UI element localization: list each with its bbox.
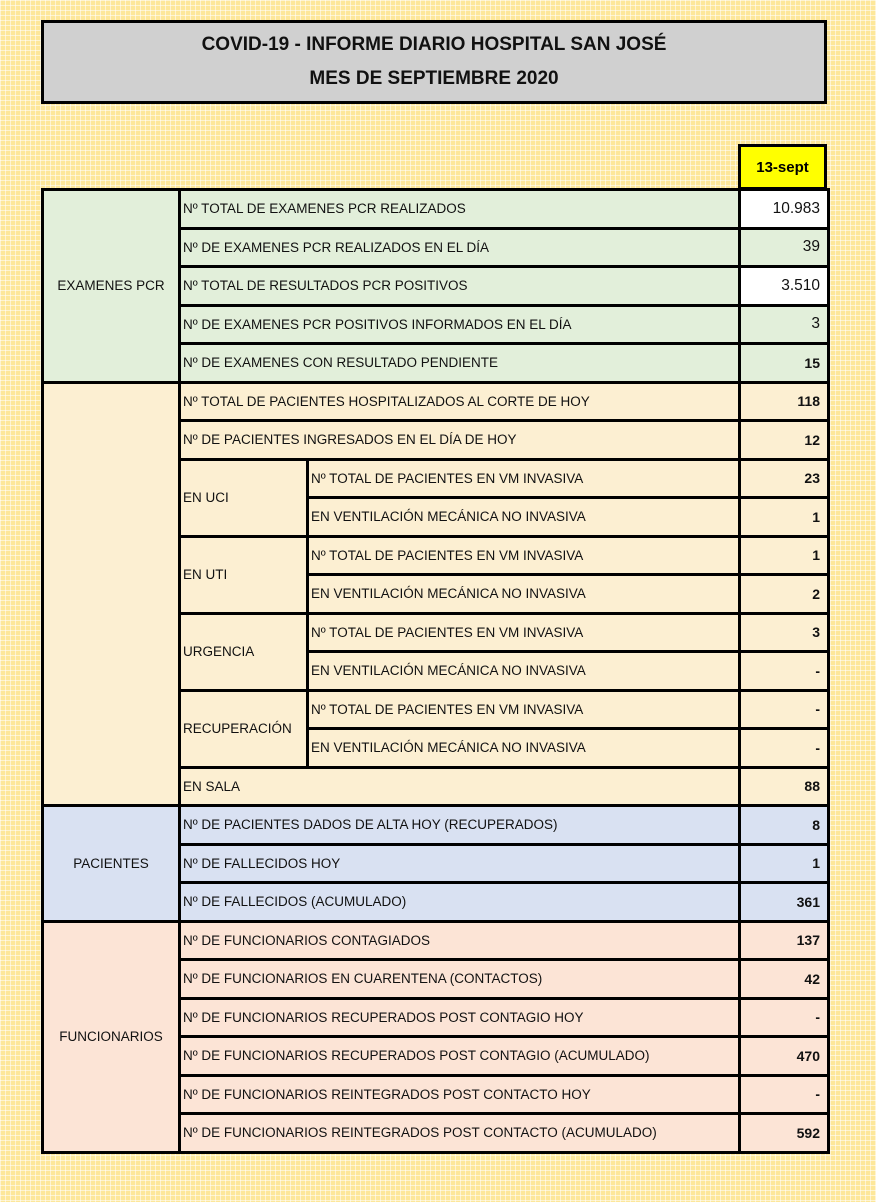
row-value: 42 [741, 961, 830, 1000]
row-value: 23 [741, 461, 830, 500]
row-label: Nº DE PACIENTES DADOS DE ALTA HOY (RECUPERADOS) [181, 807, 741, 846]
row-value: 3.510 [741, 268, 830, 307]
row-value: 39 [741, 230, 830, 269]
row-label: Nº DE FALLECIDOS (ACUMULADO) [181, 884, 741, 923]
report-title [41, 20, 827, 104]
category-examenes-pcr: EXAMENES PCR [44, 191, 181, 384]
row-label: EN VENTILACIÓN MECÁNICA NO INVASIVA [309, 576, 741, 615]
category-pacientes: PACIENTES [44, 807, 181, 923]
unit-urgencia: URGENCIA [181, 615, 309, 692]
row-value: 3 [741, 615, 830, 654]
row-value: 88 [741, 769, 830, 808]
row-label: Nº DE FUNCIONARIOS CONTAGIADOS [181, 923, 741, 962]
row-label: Nº TOTAL DE PACIENTES EN VM INVASIVA [309, 615, 741, 654]
row-label: Nº TOTAL DE PACIENTES EN VM INVASIVA [309, 461, 741, 500]
category-funcionarios: FUNCIONARIOS [44, 923, 181, 1154]
row-value: 137 [741, 923, 830, 962]
title-line-1: COVID-19 - INFORME DIARIO HOSPITAL SAN JOSÉ [201, 34, 667, 55]
row-value: 118 [741, 384, 830, 423]
date-header: 13-sept [738, 144, 827, 190]
row-label: Nº TOTAL DE RESULTADOS PCR POSITIVOS [181, 268, 741, 307]
row-label: Nº TOTAL DE EXAMENES PCR REALIZADOS [181, 191, 741, 230]
row-value: - [741, 692, 830, 731]
row-value: - [741, 730, 830, 769]
row-value: 3 [741, 307, 830, 346]
row-label: Nº DE EXAMENES CON RESULTADO PENDIENTE [181, 345, 741, 384]
row-value: 15 [741, 345, 830, 384]
row-label: EN SALA [181, 769, 741, 808]
row-value: 8 [741, 807, 830, 846]
row-value: - [741, 1077, 830, 1116]
row-label: EN VENTILACIÓN MECÁNICA NO INVASIVA [309, 499, 741, 538]
row-value: 592 [741, 1115, 830, 1154]
row-label: Nº DE FUNCIONARIOS RECUPERADOS POST CONTAGIO HOY [181, 1000, 741, 1039]
row-value: 1 [741, 538, 830, 577]
unit-uci: EN UCI [181, 461, 309, 538]
row-value: - [741, 653, 830, 692]
row-label: EN VENTILACIÓN MECÁNICA NO INVASIVA [309, 730, 741, 769]
row-label: Nº DE PACIENTES INGRESADOS EN EL DÍA DE HOY [181, 422, 741, 461]
row-label: Nº DE FUNCIONARIOS REINTEGRADOS POST CONTACTO HOY [181, 1077, 741, 1116]
unit-recuperacion: RECUPERACIÓN [181, 692, 309, 769]
row-label: Nº TOTAL DE PACIENTES HOSPITALIZADOS AL CORTE DE HOY [181, 384, 741, 423]
title-line-2: MES DE SEPTIEMBRE 2020 [309, 68, 559, 89]
row-value: - [741, 1000, 830, 1039]
report-table [41, 188, 830, 1154]
row-label: Nº DE EXAMENES PCR REALIZADOS EN EL DÍA [181, 230, 741, 269]
row-label: Nº DE FUNCIONARIOS RECUPERADOS POST CONTAGIO (ACUMULADO) [181, 1038, 741, 1077]
row-value: 1 [741, 846, 830, 885]
row-label: Nº DE EXAMENES PCR POSITIVOS INFORMADOS EN EL DÍA [181, 307, 741, 346]
row-label: Nº TOTAL DE PACIENTES EN VM INVASIVA [309, 692, 741, 731]
row-label: EN VENTILACIÓN MECÁNICA NO INVASIVA [309, 653, 741, 692]
row-value: 10.983 [741, 191, 830, 230]
row-label: Nº DE FUNCIONARIOS REINTEGRADOS POST CONTACTO (ACUMULADO) [181, 1115, 741, 1154]
row-label: Nº TOTAL DE PACIENTES EN VM INVASIVA [309, 538, 741, 577]
row-value: 470 [741, 1038, 830, 1077]
row-value: 1 [741, 499, 830, 538]
row-value: 12 [741, 422, 830, 461]
category-hospitalizados [44, 384, 181, 808]
row-label: Nº DE FUNCIONARIOS EN CUARENTENA (CONTACTOS) [181, 961, 741, 1000]
row-value: 2 [741, 576, 830, 615]
unit-uti: EN UTI [181, 538, 309, 615]
row-value: 361 [741, 884, 830, 923]
row-label: Nº DE FALLECIDOS HOY [181, 846, 741, 885]
